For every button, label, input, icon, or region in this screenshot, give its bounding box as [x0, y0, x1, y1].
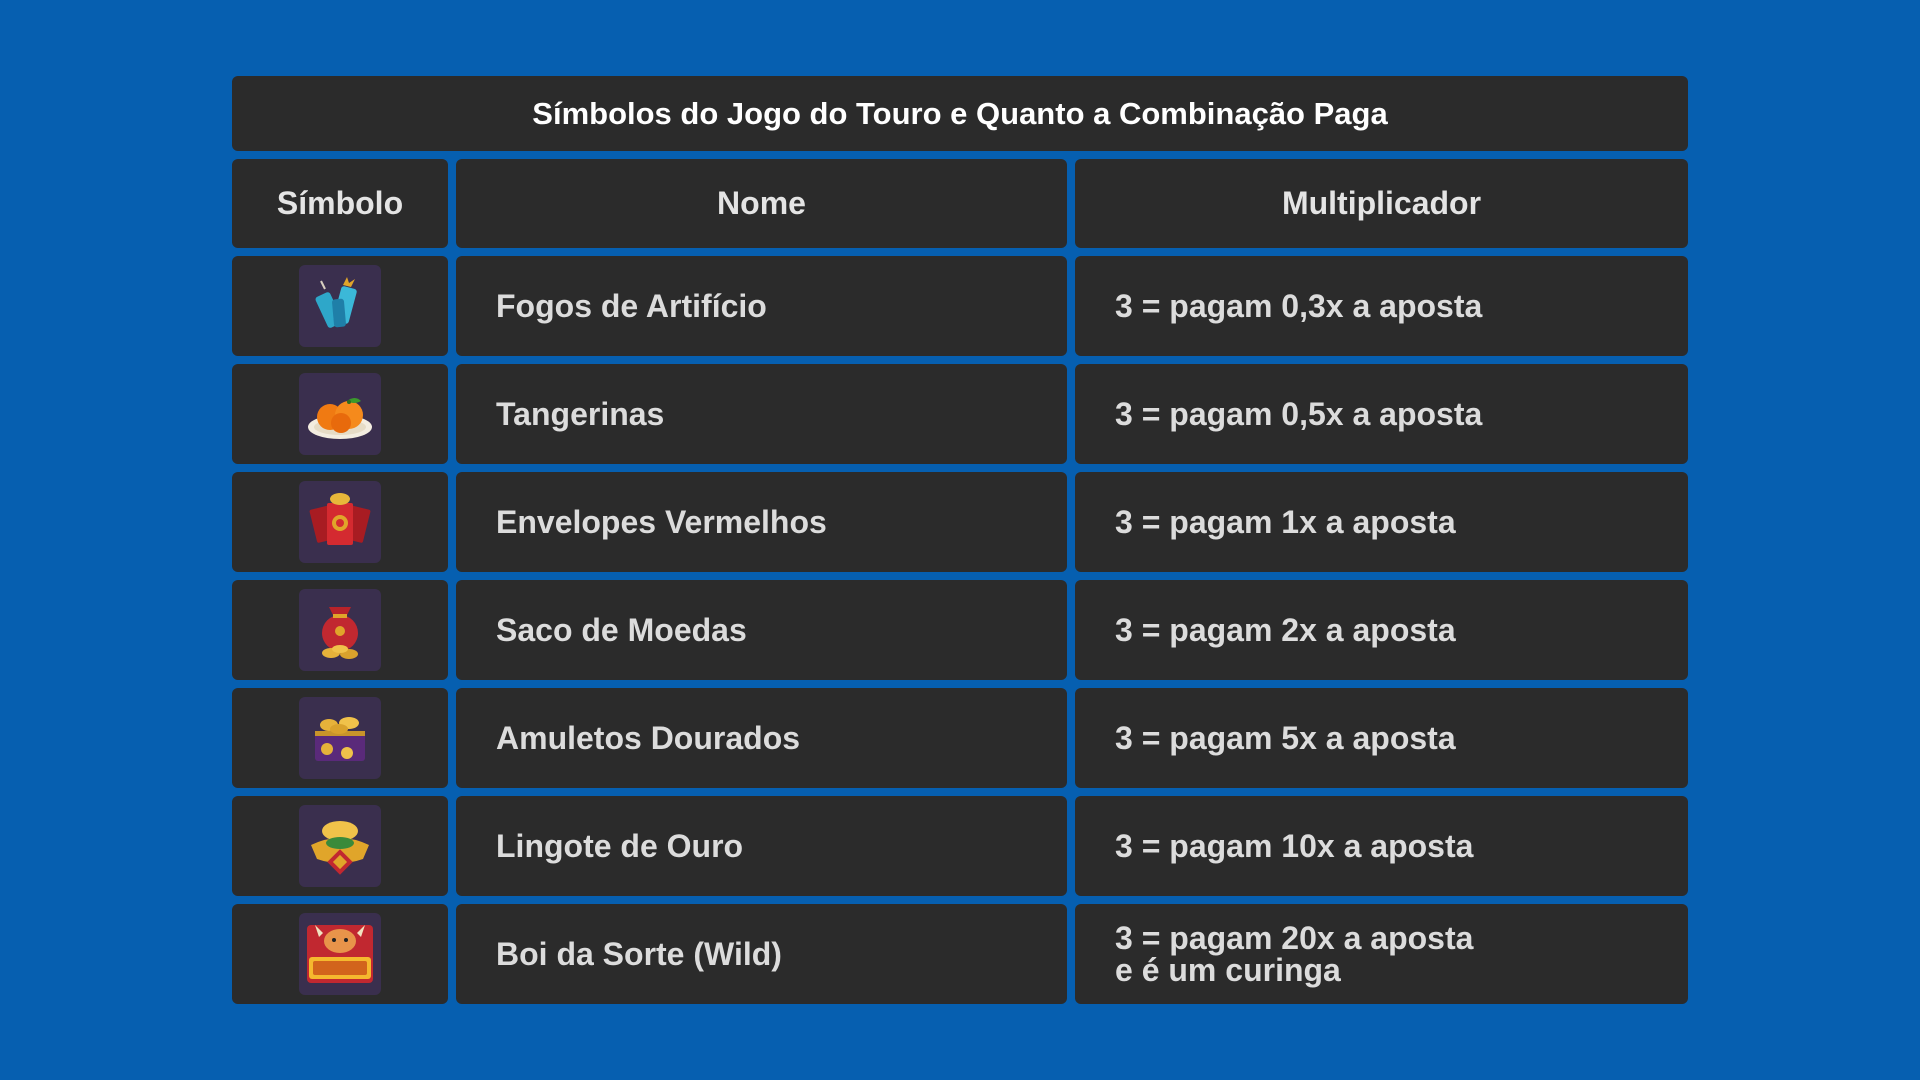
- symbol-cell: [232, 688, 448, 788]
- gold-ingot-icon: [299, 805, 381, 887]
- paytable: [232, 76, 1688, 1012]
- symbol-cell: [232, 364, 448, 464]
- table-row: [232, 364, 1688, 464]
- firecracker-icon: [299, 265, 381, 347]
- symbol-cell: [232, 472, 448, 572]
- coin-bag-icon: [299, 589, 381, 671]
- symbol-name: Boi da Sorte (Wild): [456, 904, 1067, 1004]
- header-symbol: Símbolo: [232, 159, 448, 248]
- symbol-cell: [232, 256, 448, 356]
- symbol-name: Envelopes Vermelhos: [456, 472, 1067, 572]
- symbol-name: Lingote de Ouro: [456, 796, 1067, 896]
- tangerine-icon: [299, 373, 381, 455]
- symbol-multiplier: 3 = pagam 0,5x a aposta: [1075, 364, 1688, 464]
- symbol-cell: [232, 580, 448, 680]
- symbol-multiplier: 3 = pagam 10x a aposta: [1075, 796, 1688, 896]
- table-row: [232, 796, 1688, 896]
- table-row: [232, 472, 1688, 572]
- header-name: Nome: [456, 159, 1067, 248]
- symbol-name: Amuletos Dourados: [456, 688, 1067, 788]
- golden-charms-icon: [299, 697, 381, 779]
- symbol-multiplier: 3 = pagam 0,3x a aposta: [1075, 256, 1688, 356]
- table-header-row: [232, 159, 1688, 248]
- symbol-multiplier: 3 = pagam 20x a aposta e é um curinga: [1075, 904, 1688, 1004]
- table-title: Símbolos do Jogo do Touro e Quanto a Combinação Paga: [232, 76, 1688, 151]
- table-row: [232, 904, 1688, 1004]
- symbol-cell: [232, 904, 448, 1004]
- symbol-name: Saco de Moedas: [456, 580, 1067, 680]
- symbol-multiplier: 3 = pagam 1x a aposta: [1075, 472, 1688, 572]
- table-row: [232, 580, 1688, 680]
- symbol-name: Fogos de Artifício: [456, 256, 1067, 356]
- wild-bull-icon: [299, 913, 381, 995]
- header-multiplier: Multiplicador: [1075, 159, 1688, 248]
- table-row: [232, 688, 1688, 788]
- symbol-multiplier: 3 = pagam 2x a aposta: [1075, 580, 1688, 680]
- table-row: [232, 256, 1688, 356]
- symbol-name: Tangerinas: [456, 364, 1067, 464]
- red-envelope-icon: [299, 481, 381, 563]
- symbol-multiplier: 3 = pagam 5x a aposta: [1075, 688, 1688, 788]
- symbol-cell: [232, 796, 448, 896]
